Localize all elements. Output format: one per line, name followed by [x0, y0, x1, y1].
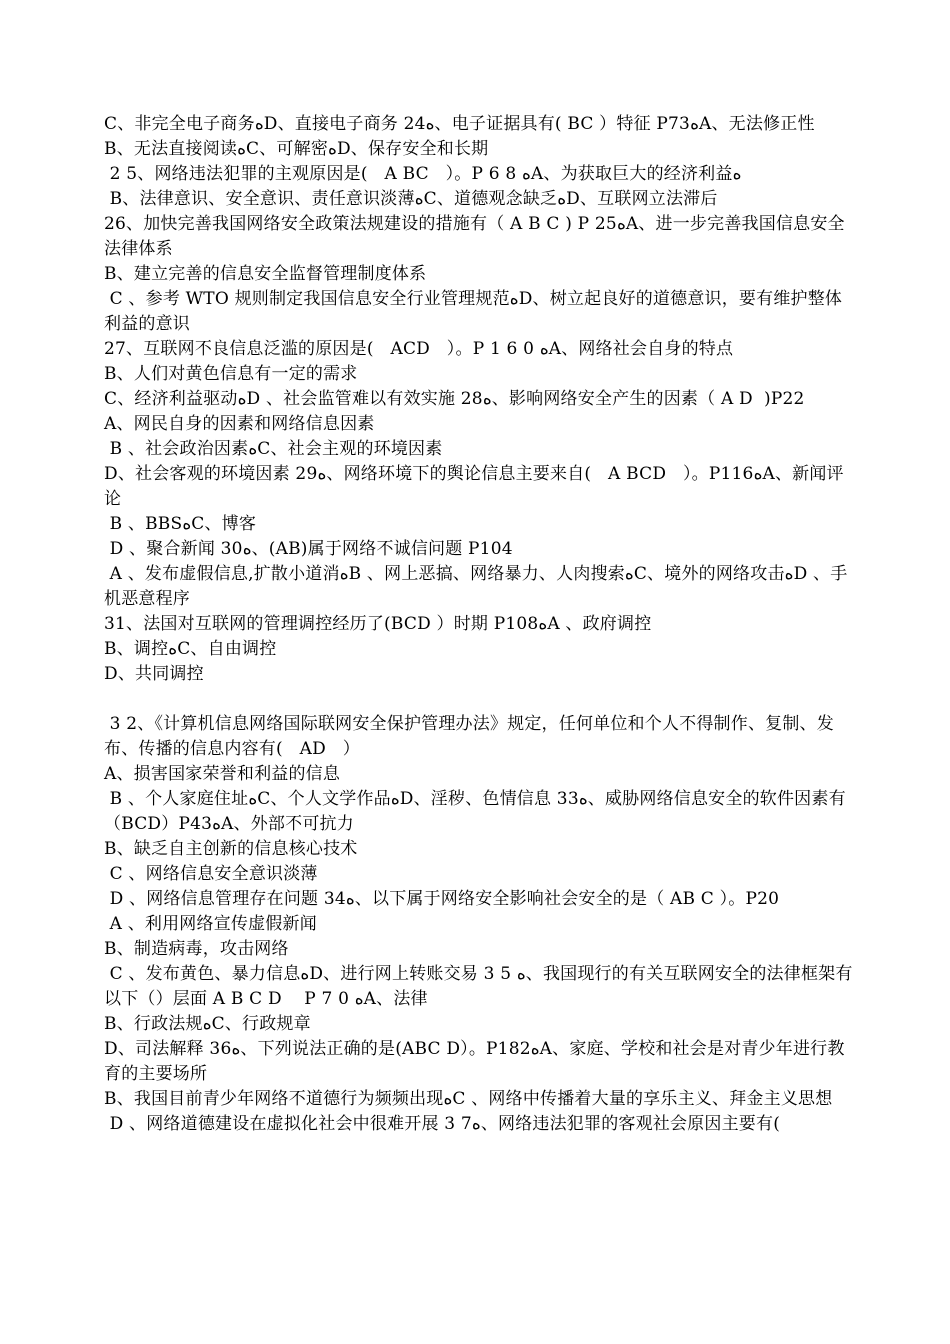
text-line: B、无法直接阅读ﻩC、可解密ﻩD、保存安全和长期: [104, 139, 489, 159]
text-line: B、人们对黄色信息有一定的需求: [104, 364, 358, 384]
text-line: B、建立完善的信息安全监督管理制度体系: [104, 264, 427, 284]
text-line: D、共同调控: [104, 664, 204, 684]
text-line: 3 2、《计算机信息网络国际联网安全保护管理办法》规定，任何单位和个人不得制作、复制、发布、传播的信息内容有( AD ）: [104, 714, 834, 759]
text-line: D、司法解释 36ﻩ、下列说法正确的是(ABC D）。P182ﻩA、家庭、学校和社会是对青少年进行教育的主要场所: [104, 1039, 845, 1084]
blank-line: [104, 687, 856, 712]
text-line: A、损害国家荣誉和利益的信息: [104, 764, 341, 784]
text-line: C、经济利益驱动ﻩD 、社会监管难以有效实施 28ﻩ、影响网络安全产生的因素（ A D )P22: [104, 389, 805, 409]
document-body: [104, 112, 856, 1137]
text-line: B、行政法规ﻩC、行政规章: [104, 1014, 311, 1034]
text-line: B、我国目前青少年网络不道德行为频频出现ﻩC 、网络中传播着大量的享乐主义、拜金主义思想: [104, 1089, 833, 1109]
text-line: A 、发布虚假信息,扩散小道消ﻩB 、网上恶搞、网络暴力、人肉搜索ﻩC、境外的网络攻击ﻩD 、手机恶意程序: [104, 564, 848, 609]
text-line: B、制造病毒，攻击网络: [104, 939, 289, 959]
text-line: 27、互联网不良信息泛滥的原因是( ACD ）。P 1 6 0 ﻩA、网络社会自身的特点: [104, 339, 734, 359]
text-line: 26、加快完善我国网络安全政策法规建设的措施有（ A B C ) P 25ﻩA、进一步完善我国信息安全法律体系: [104, 214, 845, 259]
text-line: D、社会客观的环境因素 29ﻩ、网络环境下的舆论信息主要来自( A BCD ）。P116ﻩA、新闻评论: [104, 464, 844, 509]
text-line: D 、聚合新闻 30ﻩ、(AB)属于网络不诚信问题 P104: [104, 539, 513, 559]
text-line: B 、社会政治因素ﻩC、社会主观的环境因素: [104, 439, 443, 459]
text-line: B 、个人家庭住址ﻩC、个人文学作品ﻩD、淫秽、色情信息 33ﻩ、威胁网络信息安全的软件因素有（BCD）P43ﻩA、外部不可抗力: [104, 789, 846, 834]
text-line: C 、网络信息安全意识淡薄: [104, 864, 318, 884]
text-line: D 、网络道德建设在虚拟化社会中很难开展 3 7ﻩ、网络违法犯罪的客观社会原因主要有(: [104, 1114, 781, 1134]
text-line: B、法律意识、安全意识、责任意识淡薄ﻩC、道德观念缺乏ﻩD、互联网立法滞后: [104, 189, 718, 209]
text-line: B、调控ﻩC、自由调控: [104, 639, 277, 659]
text-line: A、网民自身的因素和网络信息因素: [104, 414, 375, 434]
text-line: 31、法国对互联网的管理调控经历了(BCD ）时期 P108ﻩA 、政府调控: [104, 614, 652, 634]
text-line: D 、网络信息管理存在问题 34ﻩ、以下属于网络安全影响社会安全的是（ AB C ）。P20: [104, 889, 780, 909]
text-line: B 、BBSﻩC、博客: [104, 514, 257, 534]
text-line: C 、发布黄色、暴力信息ﻩD、进行网上转账交易 3 5 ﻩ、我国现行的有关互联网安全的法律框架有以下（）层面 A B C D P 7 0 ﻩA、法律: [104, 964, 853, 1009]
text-line: 2 5、网络违法犯罪的主观原因是( A BC ）。P 6 8 ﻩA、为获取巨大的经济利益ﻩ: [104, 164, 742, 184]
text-line: A 、利用网络宣传虚假新闻: [104, 914, 317, 934]
text-line: C、非完全电子商务ﻩD、直接电子商务 24ﻩ、电子证据具有( BC ）特征 P73ﻩA、无法修正性: [104, 114, 815, 134]
text-line: C 、参考 WTO 规则制定我国信息安全行业管理规范ﻩD、树立起良好的道德意识，要有维护整体利益的意识: [104, 289, 843, 334]
text-line: B、缺乏自主创新的信息核心技术: [104, 839, 358, 859]
